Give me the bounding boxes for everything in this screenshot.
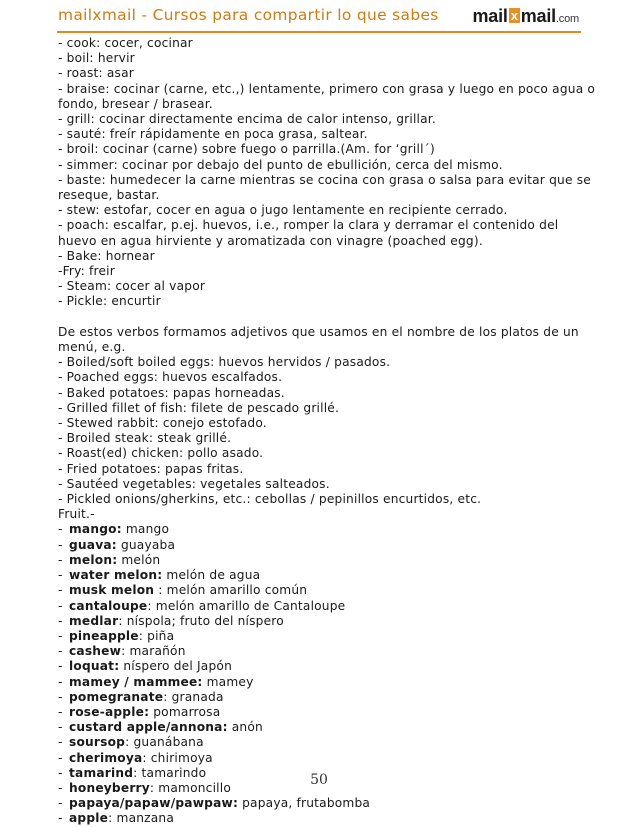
fruit-term: loquat: [69, 659, 120, 674]
bullet-dash: - [58, 750, 63, 765]
text-line: - grill: cocinar directamente encima de calor intenso, grillar. [58, 112, 436, 127]
text-line: - Pickle: encurtir [58, 294, 161, 309]
text-line: - Grilled fillet of fish: filete de pescado grillé. [58, 400, 340, 415]
text-line: - boil: hervir [58, 51, 135, 66]
fruit-translation: : melón amarillo de Cantaloupe [147, 598, 346, 613]
fruit-item [58, 644, 580, 659]
fruit-term: musk melon [69, 583, 155, 598]
fruit-item [58, 568, 580, 583]
bullet-dash: - [58, 689, 63, 704]
bullet-dash: - [58, 735, 63, 750]
cooking-verbs-section [58, 36, 596, 310]
fruit-term: pineapple [69, 628, 139, 643]
text-line: - Boiled/soft boiled eggs: huevos hervidos / pasados. [58, 355, 391, 370]
text-line: Fruit.- [58, 507, 95, 522]
fruit-term: melon: [69, 552, 118, 567]
text-line: - Broiled steak: steak grillé. [58, 431, 232, 446]
adjectives-section [58, 325, 580, 523]
text-line: - poach: escalfar, p.ej. huevos, i.e., romper la clara y derramar el contenido del [58, 218, 559, 233]
text-line: reseque, bastar. [58, 188, 160, 203]
fruit-translation: mamey [202, 674, 254, 689]
bullet-dash: - [58, 811, 63, 826]
text-line: - baste: humedecer la carne mientras se cocina con grasa o salsa para evitar que se [58, 172, 591, 187]
text-line: -Fry: freir [58, 264, 115, 279]
bullet-dash: - [58, 613, 63, 628]
fruit-translation: : melón amarillo común [154, 583, 308, 598]
document-body [58, 36, 596, 827]
fruit-item [58, 522, 580, 537]
bullet-dash: - [58, 720, 63, 735]
text-line: - simmer: cocinar por debajo del punto de ebullición, cerca del mismo. [58, 157, 503, 172]
fruit-item [58, 629, 580, 644]
fruit-translation: : níspola; fruto del níspero [118, 613, 284, 628]
fruit-item [58, 751, 580, 766]
logo-text-mail: mail [472, 6, 508, 26]
bullet-dash: - [58, 568, 63, 583]
fruit-translation: mango [121, 522, 170, 537]
fruit-term: rose-apple: [69, 704, 150, 719]
fruit-term: soursop [69, 735, 126, 750]
fruit-item [58, 583, 580, 598]
text-line: - sauté: freír rápidamente en poca grasa, saltear. [58, 127, 368, 142]
fruit-translation: : guanábana [125, 735, 204, 750]
text-line: - Bake: hornear [58, 248, 155, 263]
fruit-translation: : mamoncillo [149, 780, 231, 795]
fruit-translation: : granada [163, 689, 224, 704]
fruit-item [58, 705, 580, 720]
fruit-translation: : tamarindo [133, 765, 207, 780]
bullet-dash: - [58, 659, 63, 674]
fruit-term: mamey / mammee: [69, 674, 203, 689]
fruit-term: cantaloupe [69, 598, 148, 613]
text-line: menú, e.g. [58, 340, 126, 355]
fruit-item [58, 538, 580, 553]
fruit-translation: : marañón [121, 644, 186, 659]
text-line: - stew: estofar, cocer en agua o jugo lentamente en recipiente cerrado. [58, 203, 508, 218]
text-line: - broil: cocinar (carne) sobre fuego o parrilla.(Am. for ‘grill´) [58, 142, 435, 157]
text-line: - Pickled onions/gherkins, etc.: cebollas / pepinillos encurtidos, etc. [58, 492, 482, 507]
fruit-term: water melon: [69, 568, 163, 583]
text-line: - roast: asar [58, 66, 134, 81]
fruit-translation: melón de agua [162, 568, 261, 583]
fruit-translation: anón [227, 720, 263, 735]
fruit-translation: papaya, frutabomba [238, 796, 371, 811]
header-divider [57, 31, 581, 33]
logo-text-mail-2: mail [520, 6, 556, 26]
fruit-term: papaya/papaw/pawpaw: [69, 796, 239, 811]
fruit-term: cashew [69, 644, 122, 659]
bullet-dash: - [58, 598, 63, 613]
fruit-item [58, 735, 580, 750]
fruit-translation: : manzana [108, 811, 175, 826]
text-line: huevo en agua hirviente y aromatizada con vinagre (poached egg). [58, 233, 483, 248]
fruit-term: mango: [69, 522, 122, 537]
bullet-dash: - [58, 583, 63, 598]
bullet-dash: - [58, 537, 63, 552]
fruit-item [58, 553, 580, 568]
fruit-item [58, 690, 580, 705]
fruit-translation: níspero del Japón [119, 659, 232, 674]
fruit-translation: pomarrosa [149, 704, 221, 719]
paragraph-gap [58, 310, 580, 325]
bullet-dash: - [58, 552, 63, 567]
fruit-term: apple [69, 811, 109, 826]
text-line: - cook: cocer, cocinar [58, 36, 193, 50]
fruit-term: medlar [69, 613, 119, 628]
fruit-term: cherimoya [69, 750, 143, 765]
fruit-translation: guayaba [116, 537, 176, 552]
fruit-translation: melón [117, 552, 161, 567]
site-title: mailxmail - Cursos para compartir lo que sabes [58, 6, 439, 24]
logo-x-mark: x [510, 8, 518, 23]
text-line: - Sautéed vegetables: vegetales salteados. [58, 476, 330, 491]
bullet-dash: - [58, 628, 63, 643]
bullet-dash: - [58, 765, 63, 780]
text-line: - Stewed rabbit: conejo estofado. [58, 416, 267, 431]
fruit-item [58, 811, 580, 826]
fruit-term: pomegranate [69, 689, 164, 704]
fruit-item [58, 599, 580, 614]
fruit-item [58, 675, 580, 690]
bullet-dash: - [58, 674, 63, 689]
bullet-dash: - [58, 644, 63, 659]
logo-domain: .com [555, 13, 579, 25]
text-line: - Poached eggs: huevos escalfados. [58, 370, 283, 385]
fruit-term: tamarind [69, 765, 134, 780]
fruit-item [58, 659, 580, 674]
text-line: - braise: cocinar (carne, etc.,) lentamente, primero con grasa y luego en poco agua o [58, 81, 596, 96]
bullet-dash: - [58, 780, 63, 795]
page-number: 50 [310, 772, 328, 788]
fruit-item [58, 614, 580, 629]
text-line: De estos verbos formamos adjetivos que usamos en el nombre de los platos de un [58, 324, 579, 339]
page-header [58, 5, 580, 32]
fruit-item [58, 720, 580, 735]
bullet-dash: - [58, 796, 63, 811]
mailxmail-logo [472, 6, 579, 27]
text-line: - Roast(ed) chicken: pollo asado. [58, 446, 264, 461]
fruit-translation: : chirimoya [142, 750, 213, 765]
text-line: - Baked potatoes: papas horneadas. [58, 385, 285, 400]
text-line: fondo, bresear / brasear. [58, 96, 213, 111]
fruit-translation: : piña [138, 628, 175, 643]
text-line: - Fried potatoes: papas fritas. [58, 461, 244, 476]
fruit-term: guava: [69, 537, 117, 552]
fruit-item [58, 796, 580, 811]
bullet-dash: - [58, 522, 63, 537]
text-line: - Steam: cocer al vapor [58, 279, 206, 294]
bullet-dash: - [58, 704, 63, 719]
fruit-term: custard apple/annona: [69, 720, 228, 735]
fruit-term: honeyberry [69, 780, 150, 795]
